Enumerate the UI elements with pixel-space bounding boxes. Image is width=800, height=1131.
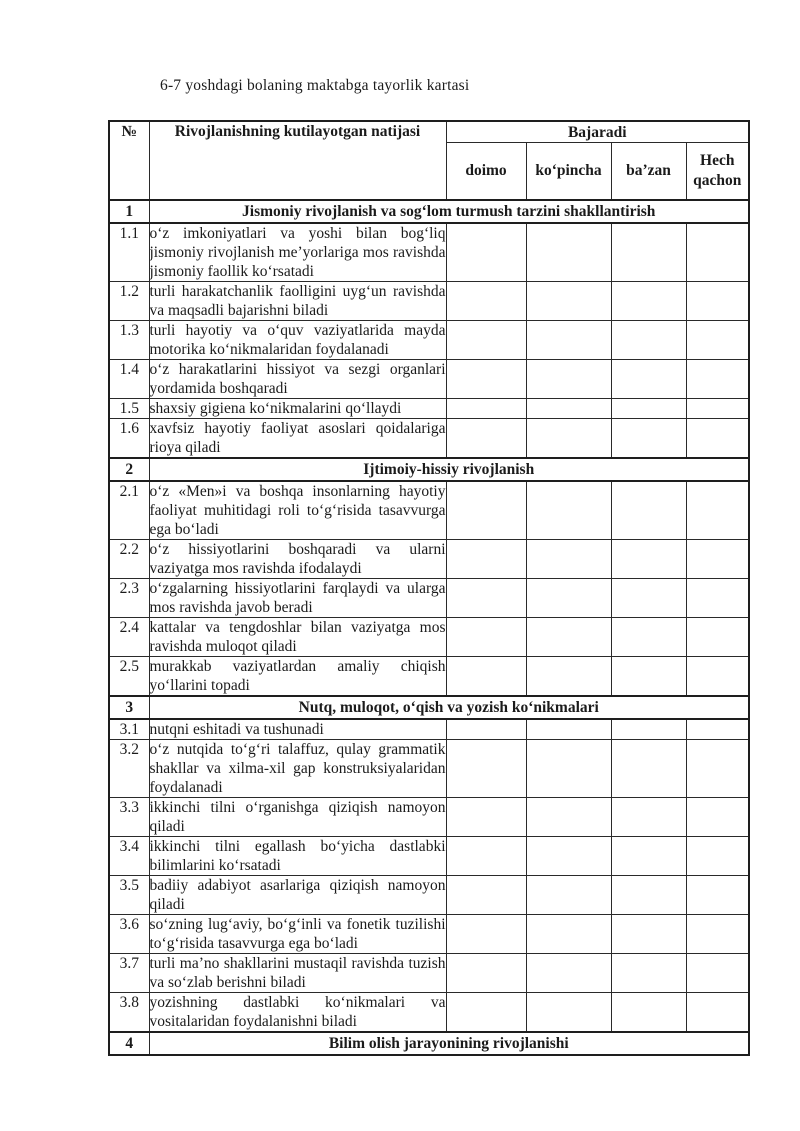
indicator-text: oʻz nutqida toʻgʻri talaffuz, qulay grammatik shakllar va xilma-xil gap konstruksiyalaridan foydalanadi xyxy=(149,741,446,796)
column-header-expected-result: Rivojlanishning kutilayotgan natijasi xyxy=(149,121,446,200)
section-header-row xyxy=(109,200,749,223)
answer-cell-sometimes xyxy=(611,915,686,954)
answer-cell-always xyxy=(446,223,526,282)
answer-cell-never xyxy=(686,321,749,360)
answer-cell-often xyxy=(526,876,611,915)
indicator-row xyxy=(109,282,749,321)
answer-cell-always xyxy=(446,837,526,876)
indicator-text: oʻzgalarning hissiyotlarini farqlaydi va ularga mos ravishda javob beradi xyxy=(149,580,446,616)
section-header-row xyxy=(109,1032,749,1055)
answer-cell-always xyxy=(446,360,526,399)
row-number: 1.1 xyxy=(109,223,149,282)
indicator-text: turli harakatchanlik faolligini uygʻun ravishda va maqsadli bajarishni biladi xyxy=(149,283,446,319)
indicator-row xyxy=(109,954,749,993)
row-number: 3.4 xyxy=(109,837,149,876)
indicator-text: nutqni eshitadi va tushunadi xyxy=(149,719,446,740)
header-row-top xyxy=(109,121,749,143)
indicator-text: shaxsiy gigiena koʻnikmalarini qoʻllaydi xyxy=(149,399,446,419)
answer-cell-never xyxy=(686,837,749,876)
indicator-text: oʻz hissiyotlarini boshqaradi va ularni vaziyatga mos ravishda ifodalaydi xyxy=(149,541,446,577)
column-header-often: koʻpincha xyxy=(526,143,611,201)
answer-cell-sometimes xyxy=(611,618,686,657)
table-body xyxy=(109,200,749,1055)
indicator-row xyxy=(109,540,749,579)
answer-cell-always xyxy=(446,419,526,459)
row-number: 2.3 xyxy=(109,579,149,618)
answer-cell-always xyxy=(446,657,526,697)
indicator-text: ikkinchi tilni egallash boʻyicha dastlabki bilimlarini koʻrsatadi xyxy=(149,838,446,874)
answer-cell-always xyxy=(446,399,526,419)
indicator-row xyxy=(109,798,749,837)
answer-cell-always xyxy=(446,876,526,915)
answer-cell-often xyxy=(526,993,611,1033)
answer-cell-never xyxy=(686,579,749,618)
row-number: 3.3 xyxy=(109,798,149,837)
answer-cell-often xyxy=(526,481,611,540)
answer-cell-often xyxy=(526,954,611,993)
row-number: 1.5 xyxy=(109,399,149,419)
indicator-text: oʻz «Men»i va boshqa insonlarning hayotiy faoliyat muhitidagi roli toʻgʻrisida tasavvurga ega boʻladi xyxy=(149,483,446,538)
row-number: 1.6 xyxy=(109,419,149,459)
answer-cell-never xyxy=(686,481,749,540)
answer-cell-often xyxy=(526,399,611,419)
answer-cell-never xyxy=(686,419,749,459)
answer-cell-sometimes xyxy=(611,321,686,360)
answer-cell-often xyxy=(526,618,611,657)
document-title: 6-7 yoshdagi bolaning maktabga tayorlik kartasi xyxy=(160,77,470,94)
answer-cell-often xyxy=(526,223,611,282)
indicator-text: yozishning dastlabki koʻnikmalari va vositalaridan foydalanishni biladi xyxy=(149,994,446,1030)
row-number: 3.8 xyxy=(109,993,149,1033)
column-header-never: Hech qachon xyxy=(686,143,749,201)
table-header xyxy=(109,121,749,200)
row-number: 1.4 xyxy=(109,360,149,399)
indicator-text: xavfsiz hayotiy faoliyat asoslari qoidalariga rioya qiladi xyxy=(149,420,446,456)
indicator-row xyxy=(109,360,749,399)
section-title: Ijtimoiy-hissiy rivojlanish xyxy=(149,458,749,481)
answer-cell-often xyxy=(526,282,611,321)
answer-cell-often xyxy=(526,837,611,876)
indicator-row xyxy=(109,481,749,540)
answer-cell-never xyxy=(686,876,749,915)
indicator-text: oʻz harakatlarini hissiyot va sezgi organlari yordamida boshqaradi xyxy=(149,361,446,397)
indicator-text: murakkab vaziyatlardan amaliy chiqish yoʻllarini topadi xyxy=(149,658,446,694)
row-number: 2.2 xyxy=(109,540,149,579)
answer-cell-sometimes xyxy=(611,740,686,798)
answer-cell-always xyxy=(446,481,526,540)
indicator-row xyxy=(109,419,749,459)
answer-cell-often xyxy=(526,798,611,837)
answer-cell-never xyxy=(686,399,749,419)
indicator-text: soʻzning lugʻaviy, boʻgʻinli va fonetik tuzilishi toʻgʻrisida tasavvurga ega boʻladi xyxy=(149,916,446,952)
answer-cell-never xyxy=(686,540,749,579)
answer-cell-always xyxy=(446,579,526,618)
column-header-performs: Bajaradi xyxy=(446,121,749,143)
indicator-row xyxy=(109,719,749,740)
answer-cell-never xyxy=(686,719,749,740)
section-header-row xyxy=(109,696,749,719)
answer-cell-sometimes xyxy=(611,419,686,459)
answer-cell-never xyxy=(686,798,749,837)
row-number: 3.6 xyxy=(109,915,149,954)
section-title: Bilim olish jarayonining rivojlanishi xyxy=(149,1032,749,1055)
section-number: 1 xyxy=(109,200,149,223)
answer-cell-always xyxy=(446,719,526,740)
section-number: 2 xyxy=(109,458,149,481)
answer-cell-sometimes xyxy=(611,579,686,618)
answer-cell-often xyxy=(526,657,611,697)
answer-cell-sometimes xyxy=(611,481,686,540)
answer-cell-always xyxy=(446,321,526,360)
column-header-sometimes: baʼzan xyxy=(611,143,686,201)
indicator-text: turli maʼno shakllarini mustaqil ravishda tuzish va soʻzlab berishni biladi xyxy=(149,955,446,991)
answer-cell-sometimes xyxy=(611,954,686,993)
indicator-row xyxy=(109,837,749,876)
column-header-number: № xyxy=(109,121,149,200)
answer-cell-sometimes xyxy=(611,798,686,837)
answer-cell-often xyxy=(526,719,611,740)
section-title: Nutq, muloqot, oʻqish va yozish koʻnikmalari xyxy=(149,696,749,719)
answer-cell-sometimes xyxy=(611,719,686,740)
indicator-text: oʻz imkoniyatlari va yoshi bilan bogʻliq jismoniy rivojlanish meʼyorlariga mos ravishda jismoniy faollik koʻrsatadi xyxy=(149,225,446,280)
row-number: 3.2 xyxy=(109,740,149,798)
answer-cell-always xyxy=(446,798,526,837)
row-number: 3.5 xyxy=(109,876,149,915)
answer-cell-often xyxy=(526,360,611,399)
answer-cell-sometimes xyxy=(611,223,686,282)
answer-cell-often xyxy=(526,740,611,798)
row-number: 3.1 xyxy=(109,719,149,740)
answer-cell-never xyxy=(686,954,749,993)
section-number: 4 xyxy=(109,1032,149,1055)
indicator-row xyxy=(109,399,749,419)
answer-cell-never xyxy=(686,618,749,657)
answer-cell-never xyxy=(686,993,749,1033)
answer-cell-often xyxy=(526,579,611,618)
indicator-row xyxy=(109,915,749,954)
answer-cell-never xyxy=(686,740,749,798)
answer-cell-often xyxy=(526,321,611,360)
answer-cell-often xyxy=(526,419,611,459)
answer-cell-never xyxy=(686,282,749,321)
answer-cell-never xyxy=(686,360,749,399)
indicator-row xyxy=(109,657,749,697)
indicator-row xyxy=(109,579,749,618)
answer-cell-sometimes xyxy=(611,837,686,876)
answer-cell-often xyxy=(526,915,611,954)
answer-cell-always xyxy=(446,540,526,579)
answer-cell-never xyxy=(686,915,749,954)
section-title: Jismoniy rivojlanish va sogʻlom turmush tarzini shakllantirish xyxy=(149,200,749,223)
answer-cell-sometimes xyxy=(611,876,686,915)
indicator-row xyxy=(109,876,749,915)
row-number: 2.1 xyxy=(109,481,149,540)
answer-cell-always xyxy=(446,618,526,657)
answer-cell-always xyxy=(446,282,526,321)
answer-cell-always xyxy=(446,915,526,954)
answer-cell-sometimes xyxy=(611,540,686,579)
indicator-row xyxy=(109,618,749,657)
indicator-row xyxy=(109,223,749,282)
answer-cell-always xyxy=(446,740,526,798)
indicator-row xyxy=(109,321,749,360)
indicator-text: badiiy adabiyot asarlariga qiziqish namoyon qiladi xyxy=(149,877,446,913)
answer-cell-often xyxy=(526,540,611,579)
answer-cell-always xyxy=(446,954,526,993)
answer-cell-never xyxy=(686,223,749,282)
answer-cell-never xyxy=(686,657,749,697)
answer-cell-sometimes xyxy=(611,282,686,321)
answer-cell-sometimes xyxy=(611,993,686,1033)
row-number: 3.7 xyxy=(109,954,149,993)
column-header-always: doimo xyxy=(446,143,526,201)
indicator-row xyxy=(109,740,749,798)
indicator-text: kattalar va tengdoshlar bilan vaziyatga mos ravishda muloqot qiladi xyxy=(149,619,446,655)
row-number: 1.3 xyxy=(109,321,149,360)
answer-cell-sometimes xyxy=(611,399,686,419)
indicator-row xyxy=(109,993,749,1033)
row-number: 1.2 xyxy=(109,282,149,321)
answer-cell-sometimes xyxy=(611,360,686,399)
answer-cell-always xyxy=(446,993,526,1033)
answer-cell-sometimes xyxy=(611,657,686,697)
row-number: 2.5 xyxy=(109,657,149,697)
row-number: 2.4 xyxy=(109,618,149,657)
section-number: 3 xyxy=(109,696,149,719)
indicator-text: ikkinchi tilni oʻrganishga qiziqish namoyon qiladi xyxy=(149,799,446,835)
section-header-row xyxy=(109,458,749,481)
readiness-table xyxy=(108,120,750,1056)
indicator-text: turli hayotiy va oʻquv vaziyatlarida mayda motorika koʻnikmalaridan foydalanadi xyxy=(149,322,446,358)
